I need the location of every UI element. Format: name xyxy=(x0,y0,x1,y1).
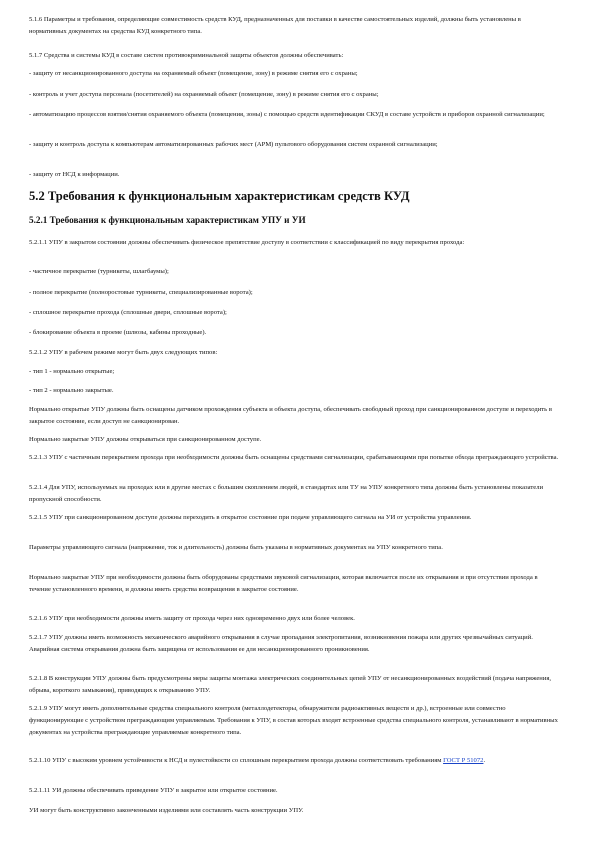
paragraph-5-2-1-2: 5.2.1.2 УПУ в рабочем режиме могут быть двух следующих типов: xyxy=(29,349,218,356)
paragraph-5-2-1-4: 5.2.1.4 Для УПУ, используемых на проходах или в другие местах с большим скоплением людей, в стандартах или ТУ на УПУ конкретного типа должны быть установлены показатели пропускной способности. xyxy=(29,484,544,503)
paragraph-5-2-1-9: 5.2.1.9 УПУ могут иметь дополнительные средства специального контроля (металлодетекторы, обнаружители радиоактивных веществ и др.), встроенные или совместно функционирующие с устройством преграждающим управляемым. Требования к УПУ, в состав которых входят встроенные средства специального контроля, устанавливают в нормативных документах на устройства преграждающие управляемые конкретного типа. xyxy=(29,705,558,736)
list-item: - защиту от несанкционированного доступа на охраняемый объект (помещение, зону) в режиме снятия его с охраны; xyxy=(29,70,358,77)
paragraph-ui-construction: УИ могут быть конструктивно законченными изделиями или составлять часть конструкции УПУ. xyxy=(29,807,304,814)
list-item: - блокирование объекта в проеме (шлюзы, кабины проходные). xyxy=(29,329,207,336)
paragraph-control-signal: Параметры управляющего сигнала (напряжение, ток и длительность) должны быть указаны в нормативных документах на УПУ конкретного типа. xyxy=(29,544,443,551)
list-item: - частичное перекрытие (турникеты, шлагбаумы); xyxy=(29,268,169,275)
paragraph-5-2-1-11: 5.2.1.11 УИ должны обеспечивать приведение УПУ в закрытое или открытое состояние. xyxy=(29,787,278,794)
gost-r-51072-link[interactable]: ГОСТ Р 51072 xyxy=(443,757,484,764)
paragraph-5-2-1-10-text: 5.2.1.10 УПУ с высоким уровнем устойчивости к НСД и пулестойкости со сплошным перекрытием прохода должны соответствовать требованиям xyxy=(29,757,444,764)
paragraph-5-2-1-10 xyxy=(29,755,559,767)
list-item: - тип 2 - нормально закрытые. xyxy=(29,387,114,394)
list-item: - автоматизацию процессов взятия/снятия охраняемого объекта (помещения, зоны) с помощью средств идентификации СКУД в составе устройств и приборов охранной сигнализации; xyxy=(29,111,545,118)
list-item: - тип 1 - нормально открытые; xyxy=(29,368,115,375)
subsection-heading-5-2-1: 5.2.1 Требования к функциональным характеристикам УПУ и УИ xyxy=(29,215,306,225)
paragraph-normally-closed: Нормально закрытые УПУ должны открываться при санкционированном доступе. xyxy=(29,436,262,443)
list-item: - полное перекрытие (полноростовые турникеты, специализированные ворота); xyxy=(29,289,253,296)
paragraph-5-1-6: 5.1.6 Параметры и требования, определяющие совместимость средств КУД, предназначенных для поставки в качестве самостоятельных изделий, должны быть установлены в нормативных документах на средства КУД конкретного типа. xyxy=(29,16,521,35)
list-item: - защиту от НСД к информации. xyxy=(29,171,120,178)
list-item: - контроль и учет доступа персонала (посетителей) на охраняемый объект (помещение, зону) в режиме снятия его с охраны; xyxy=(29,91,379,98)
paragraph-normally-closed-alarm: Нормально закрытые УПУ при необходимости должны быть оборудованы средствами звуковой сигнализации, которая включается после их открывания и при отсутствии прохода в течение установленного времени, и должны иметь средства возвращения в закрытое состояние. xyxy=(29,574,538,593)
paragraph-5-1-7: 5.1.7 Средства и системы КУД в составе систем противокриминальной защиты объектов должны обеспечивать: xyxy=(29,52,344,59)
paragraph-normally-open: Нормально открытые УПУ должны быть оснащены датчиком прохождения субъекта и объекта доступа, обеспечивать свободный проход при санкционированном доступе и переходить в закрытое состояние, если доступ не санкционирован. xyxy=(29,406,552,425)
list-item: - защиту и контроль доступа к компьютерам автоматизированных рабочих мест (АРМ) пультового оборудования систем охранной сигнализации; xyxy=(29,141,438,148)
section-heading-5-2: 5.2 Требования к функциональным характеристикам средств КУД xyxy=(29,189,410,203)
paragraph-5-2-1-1: 5.2.1.1 УПУ в закрытом состоянии должны обеспечивать физическое препятствие доступу в соответствии с классификацией по виду перекрытия прохода: xyxy=(29,239,465,246)
paragraph-5-2-1-3: 5.2.1.3 УПУ с частичным перекрытием прохода при необходимости должны быть оснащены средствами сигнализации, срабатывающими при попытке обхода преграждающего устройства. xyxy=(29,454,559,461)
paragraph-5-2-1-8: 5.2.1.8 В конструкции УПУ должны быть предусмотрены меры защиты монтажа электрических соединительных цепей УПУ от несанкционированных воздействий (подача напряжения, обрыва, короткого замыкания), приводящих к открыванию УПУ. xyxy=(29,675,552,694)
paragraph-5-2-1-5: 5.2.1.5 УПУ при санкционированном доступе должны переходить в открытое состояние при подаче управляющего сигнала на УИ от устройства управления. xyxy=(29,514,472,521)
paragraph-5-2-1-6: 5.2.1.6 УПУ при необходимости должны иметь защиту от прохода через них одновременно двух или более человек. xyxy=(29,615,355,622)
paragraph-5-2-1-10-end: . xyxy=(483,757,486,764)
paragraph-5-2-1-7: 5.2.1.7 УПУ должны иметь возможность механического аварийного открывания в случае пропадания электропитания, возникновения пожара или других чрезвычайных ситуаций. Аварийная система открывания должна быть защищена от использования ее для несанкционированного проникновения. xyxy=(29,634,533,653)
list-item: - сплошное перекрытие прохода (сплошные двери, сплошные ворота); xyxy=(29,309,227,316)
